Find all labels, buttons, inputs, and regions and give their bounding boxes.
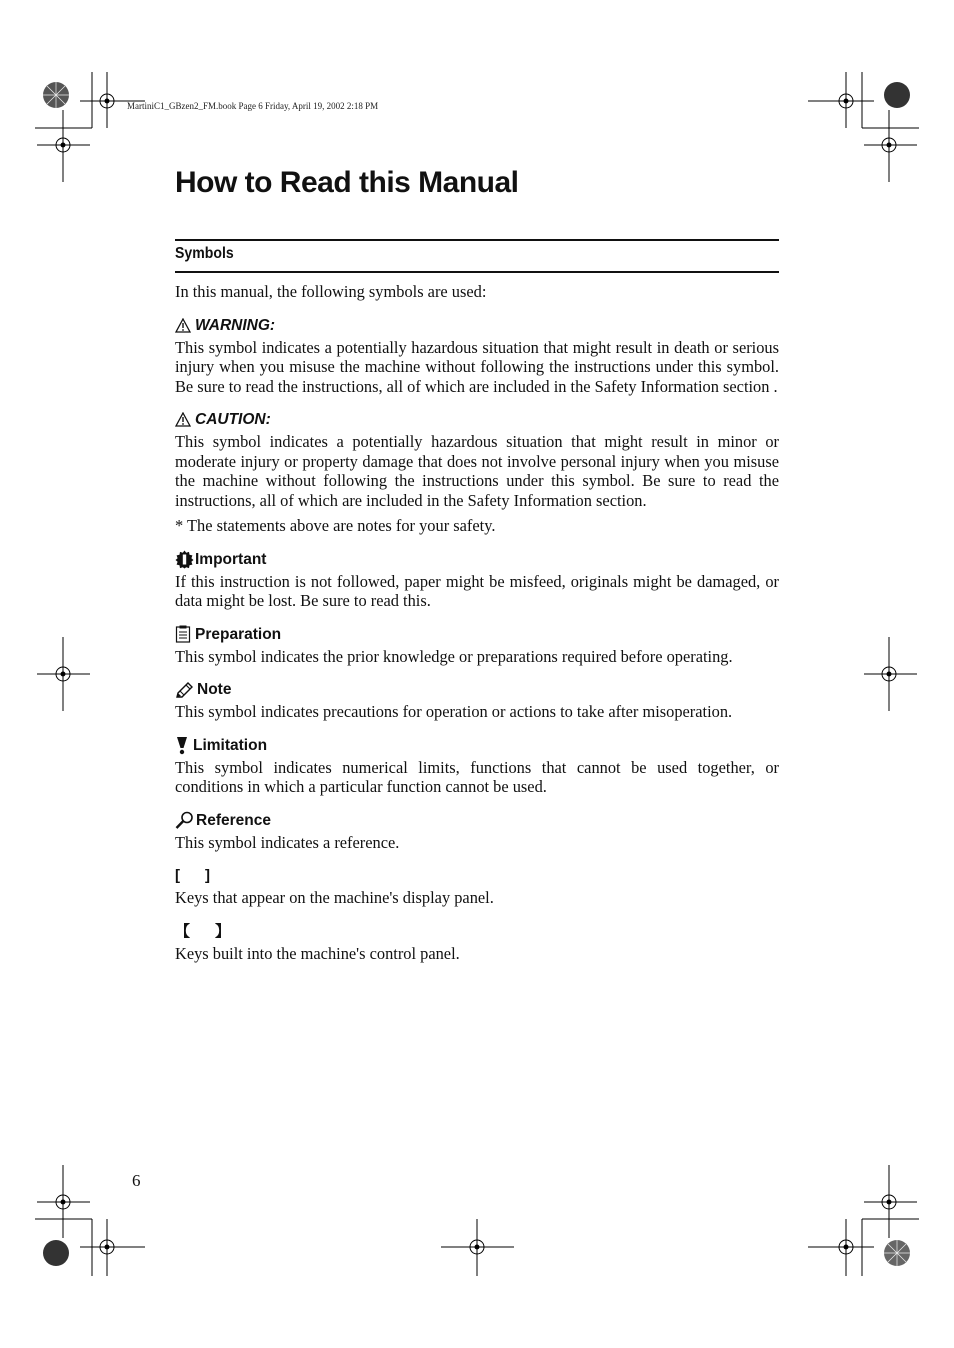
intro-text: In this manual, the following symbols are used: [175, 282, 487, 301]
preparation-label: Preparation [195, 625, 282, 643]
caution-label: CAUTION: [195, 411, 271, 428]
note-heading [175, 680, 779, 699]
note-label: Note [197, 681, 232, 698]
symbols-content [175, 282, 779, 977]
preparation-heading [175, 625, 779, 644]
preparation-block [175, 625, 779, 667]
caution-heading [175, 410, 779, 429]
warning-triangle-icon [175, 412, 191, 427]
warning-text: This symbol indicates a potentially hazardous situation that might result in death or serious injury when you misuse the machine without following the instructions under this symbol. Be sure to read the instructions, all of which are included in the Safety Information section . [175, 337, 779, 396]
section-title: Symbols [175, 245, 234, 262]
warning-label: WARNING: [195, 316, 276, 334]
exclamation-icon [175, 736, 189, 755]
warning-block [175, 316, 779, 397]
reference-label: Reference [196, 811, 271, 829]
safety-note: * The statements above are notes for your safety. [175, 516, 496, 535]
reference-text: This symbol indicates a reference. [175, 832, 400, 852]
important-heading [175, 550, 779, 569]
caution-text: This symbol indicates a potentially hazardous situation that might result in minor or moderate injury or property damage that does not involve personal injury when you misuse the machine without following the instructions under this symbol. Be sure to read the instructions, all of which are included in the Safety Information section. [175, 432, 779, 510]
reference-heading [175, 811, 779, 830]
important-seal-icon [175, 550, 194, 569]
limitation-label: Limitation [193, 736, 268, 754]
important-text: If this instruction is not followed, paper might be misfeed, originals might be damaged, or data might be lost. Be sure to read this. [175, 571, 779, 610]
control-keys-text: Keys built into the machine's control panel. [175, 943, 460, 963]
important-label: Important [195, 550, 267, 568]
limitation-block [175, 736, 779, 797]
page-title: How to Read this Manual [175, 166, 519, 199]
display-keys-block [175, 866, 779, 908]
page-number: 6 [132, 1171, 141, 1190]
limitation-heading [175, 736, 779, 755]
note-text: This symbol indicates precautions for operation or actions to take after misoperation. [175, 702, 733, 721]
clipboard-icon [175, 625, 191, 643]
display-key-brackets: [ ] [175, 867, 210, 884]
section-rule-bottom [175, 271, 779, 273]
reference-block [175, 811, 779, 853]
caution-block [175, 410, 779, 510]
limitation-text: This symbol indicates numerical limits, functions that cannot be used together, or conditions in which a particular function cannot be used. [175, 757, 779, 796]
control-key-brackets: 【 】 [175, 922, 231, 940]
warning-heading [175, 316, 779, 335]
preparation-text: This symbol indicates the prior knowledge or preparations required before operating. [175, 646, 733, 666]
pencil-icon [175, 682, 193, 698]
note-block [175, 680, 779, 722]
file-info-header: MartiniC1_GBzen2_FM.book Page 6 Friday, April 19, 2002 2:18 PM [127, 101, 379, 111]
section-rule-top [175, 239, 779, 241]
important-block [175, 550, 779, 611]
warning-triangle-icon [175, 318, 191, 333]
display-keys-text: Keys that appear on the machine's display panel. [175, 888, 494, 907]
magnifier-icon [175, 811, 194, 829]
control-keys-block [175, 922, 779, 964]
